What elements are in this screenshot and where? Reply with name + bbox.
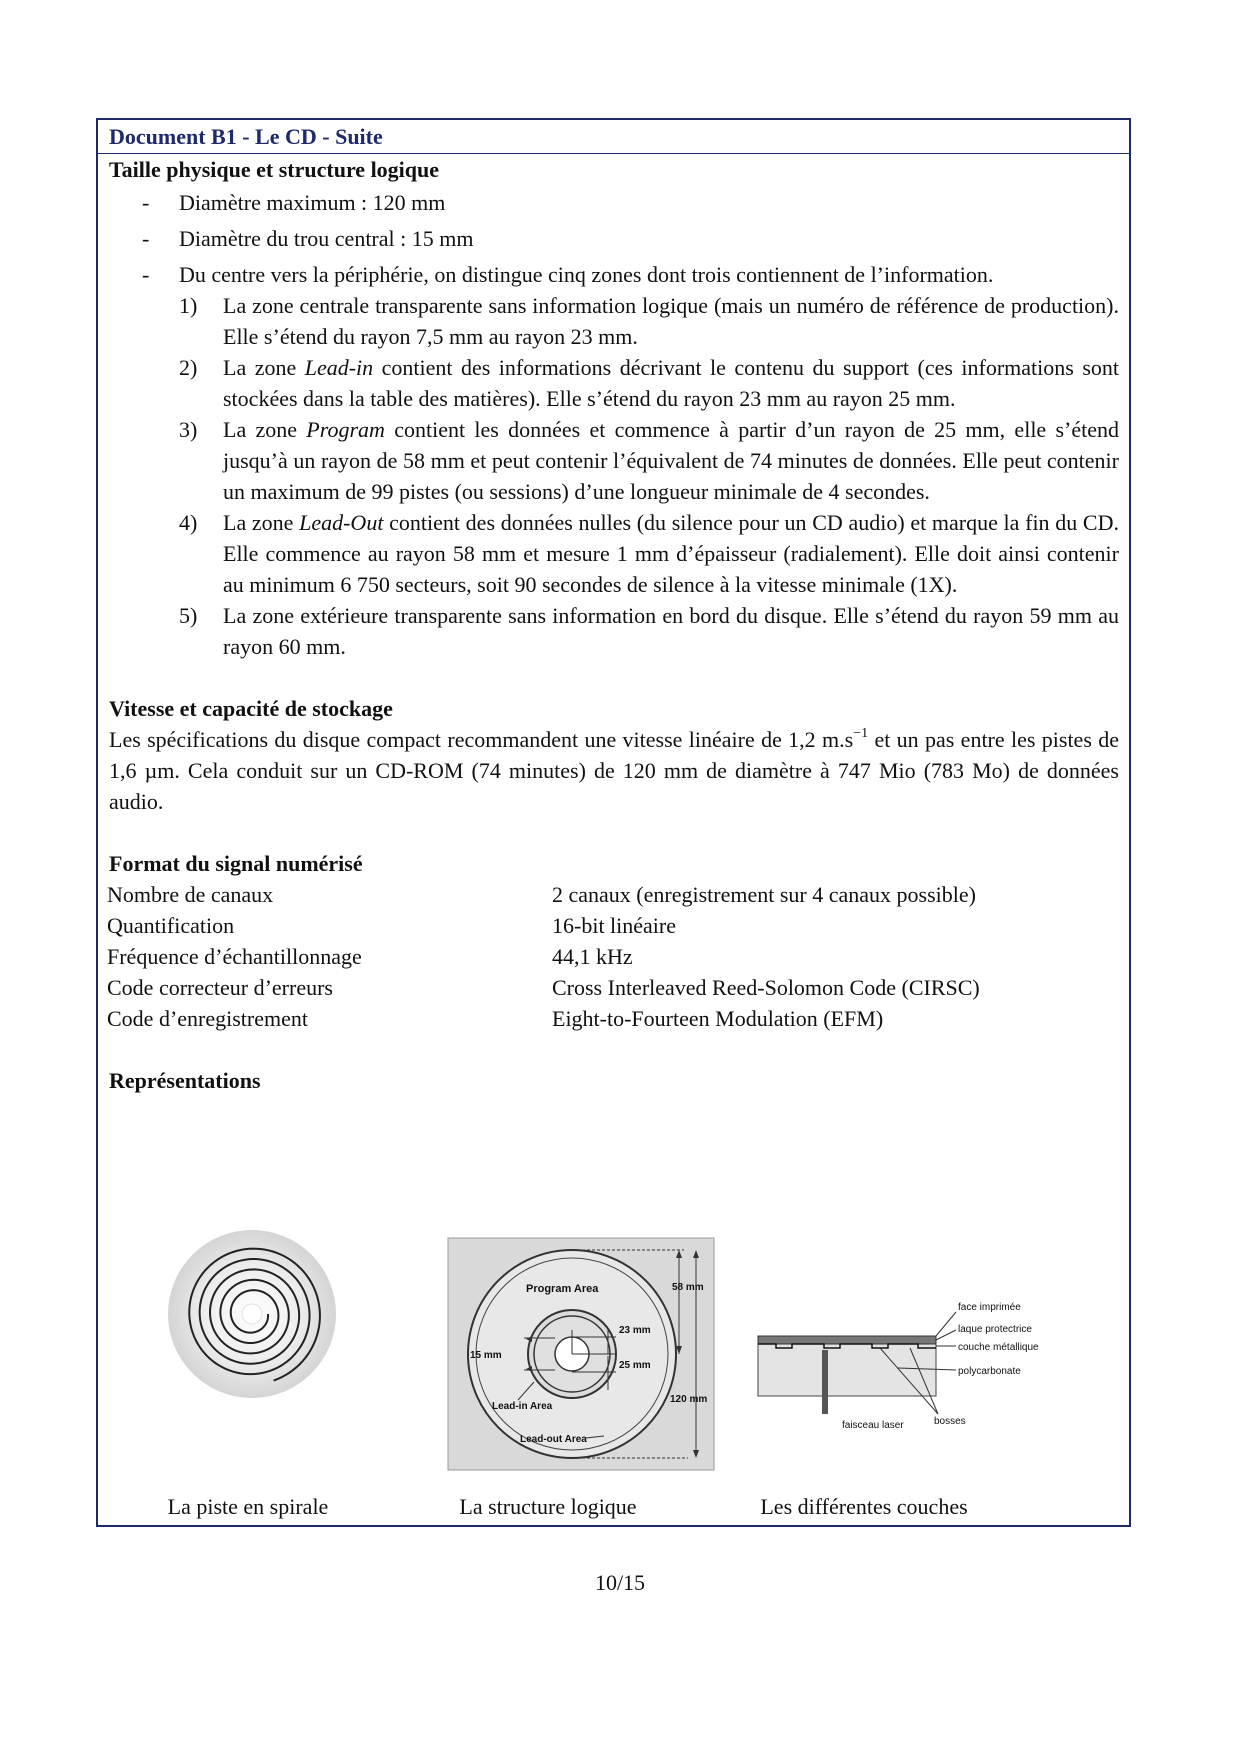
zone-text: contient des données nulles (du silence pour un CD audio) et marque la fin du CD. Elle commence au rayon 58 mm et mesure 1 mm d’épaisseur (radialement). Elle doit ainsi contenir au minimum 6 750 secteurs, soit 90 secondes de silence à la vitesse minimale (1X). (223, 510, 1119, 597)
spec-table (109, 879, 1119, 1034)
label-laque: laque protectrice (958, 1324, 1032, 1335)
spec-value: 16-bit linéaire (552, 913, 677, 938)
spec-key: Code d’enregistrement (107, 1006, 308, 1031)
zone-text: contient des informations décrivant le contenu du support (ces informations sont stockées dans la table des matières). Elle s’étend du rayon 23 mm au rayon 25 mm. (223, 355, 1119, 411)
spec-value: Eight-to-Fourteen Modulation (EFM) (552, 1006, 884, 1031)
caption-structure: La structure logique (459, 1494, 637, 1519)
spec-value: 44,1 kHz (552, 944, 633, 969)
zone-text: contient les données et commence à partir d’un rayon de 25 mm, elle s’étend jusqu’à un rayon de 58 mm et peut contenir l’équivalent de 74 minutes de données. Elle peut contenir un maximum de 99 pistes (ou sessions) d’une longueur minimale de 4 secondes. (223, 417, 1119, 504)
spec-key: Quantification (107, 913, 235, 938)
document-content (98, 154, 1129, 1096)
label-23mm: 23 mm (619, 1325, 651, 1336)
bullet-dash: - (142, 262, 150, 287)
label-polycarbonate: polycarbonate (958, 1366, 1021, 1377)
label-program-area: Program Area (526, 1283, 599, 1295)
bullet-item (109, 221, 1119, 257)
spec-key: Nombre de canaux (107, 882, 274, 907)
label-25mm: 25 mm (619, 1360, 651, 1371)
spec-row (109, 910, 1119, 941)
vitesse-text: Les spécifications du disque compact recommandent une vitesse linéaire de 1,2 m.s (109, 727, 854, 752)
vitesse-paragraph (109, 724, 1119, 817)
document-box (96, 118, 1131, 1527)
zone-item (109, 290, 1119, 352)
zone-italic-term: Program (306, 417, 385, 442)
section-title-taille: Taille physique et structure logique (109, 157, 440, 182)
zone-text: La zone extérieure transparente sans information en bord du disque. Elle s’étend du rayon 59 mm au rayon 60 mm. (223, 603, 1119, 659)
spec-key: Code correcteur d’erreurs (107, 975, 333, 1000)
layers-figure (758, 1290, 1039, 1431)
label-bosses: bosses (934, 1416, 966, 1427)
label-58mm: 58 mm (672, 1282, 704, 1293)
vitesse-text: et un pas entre les pistes de 1,6 µm. Cela conduit sur un CD-ROM (74 minutes) de 120 mm de diamètre à 747 Mio (783 Mo) de données audio. (109, 727, 1119, 814)
center-hole (242, 1304, 262, 1324)
zone-italic-term: Lead-Out (299, 510, 384, 535)
label-15mm: 15 mm (470, 1350, 502, 1361)
zone-number: 5) (179, 603, 198, 628)
bullet-dash: - (142, 226, 150, 251)
bullet-dash: - (142, 190, 150, 215)
label-face-imprimee: face imprimée (958, 1302, 1021, 1313)
label-lead-in: Lead-in Area (492, 1401, 553, 1412)
spec-row (109, 879, 1119, 910)
label-faisceau-laser: faisceau laser (842, 1420, 904, 1431)
zone-number: 3) (179, 417, 198, 442)
spec-row (109, 972, 1119, 1003)
zone-text: La zone (223, 355, 305, 380)
section-title-vitesse: Vitesse et capacité de stockage (109, 696, 393, 721)
caption-spirale: La piste en spirale (167, 1494, 329, 1519)
bullet-item (109, 185, 1119, 221)
zone-italic-term: Lead-in (304, 355, 374, 380)
spiral-track-figure (166, 1228, 338, 1400)
label-couche-metallique: couche métallique (958, 1342, 1039, 1353)
bullet-text: Diamètre du trou central : 15 mm (179, 226, 474, 251)
spec-value: Cross Interleaved Reed-Solomon Code (CIRSC) (552, 975, 980, 1000)
bullet-text: Diamètre maximum : 120 mm (179, 190, 446, 215)
section-title-representations: Représentations (109, 1068, 261, 1093)
zone-text: La zone (223, 417, 307, 442)
zone-number: 1) (179, 293, 198, 318)
bullet-item (109, 259, 1119, 290)
spec-row (109, 1003, 1119, 1034)
spec-row (109, 941, 1119, 972)
page-number: 10/15 (594, 1570, 646, 1595)
spec-key: Fréquence d’échantillonnage (107, 944, 362, 969)
document-title: Document B1 - Le CD - Suite (98, 120, 1129, 154)
zone-item (109, 352, 1119, 414)
logical-structure-figure (448, 1238, 718, 1474)
zone-number: 4) (179, 510, 198, 535)
zone-text: La zone (223, 510, 300, 535)
label-lead-out: Lead-out Area (520, 1434, 587, 1445)
label-120mm: 120 mm (670, 1394, 708, 1405)
section-title-format: Format du signal numérisé (109, 851, 363, 876)
bullet-list (109, 185, 1119, 290)
zone-text: La zone centrale transparente sans information logique (mais un numéro de référence de production). Elle s’étend du rayon 7,5 mm au rayon 23 mm. (223, 293, 1119, 349)
spec-value: 2 canaux (enregistrement sur 4 canaux possible) (552, 882, 976, 907)
caption-couches: Les différentes couches (760, 1494, 968, 1519)
zone-number: 2) (179, 355, 198, 380)
bullet-text: Du centre vers la périphérie, on distingue cinq zones dont trois contiennent de l’information. (179, 262, 994, 287)
zone-list (109, 290, 1119, 662)
zone-item (109, 600, 1119, 662)
exponent: −1 (853, 725, 869, 741)
zone-item (109, 507, 1119, 600)
zone-item (109, 414, 1119, 507)
